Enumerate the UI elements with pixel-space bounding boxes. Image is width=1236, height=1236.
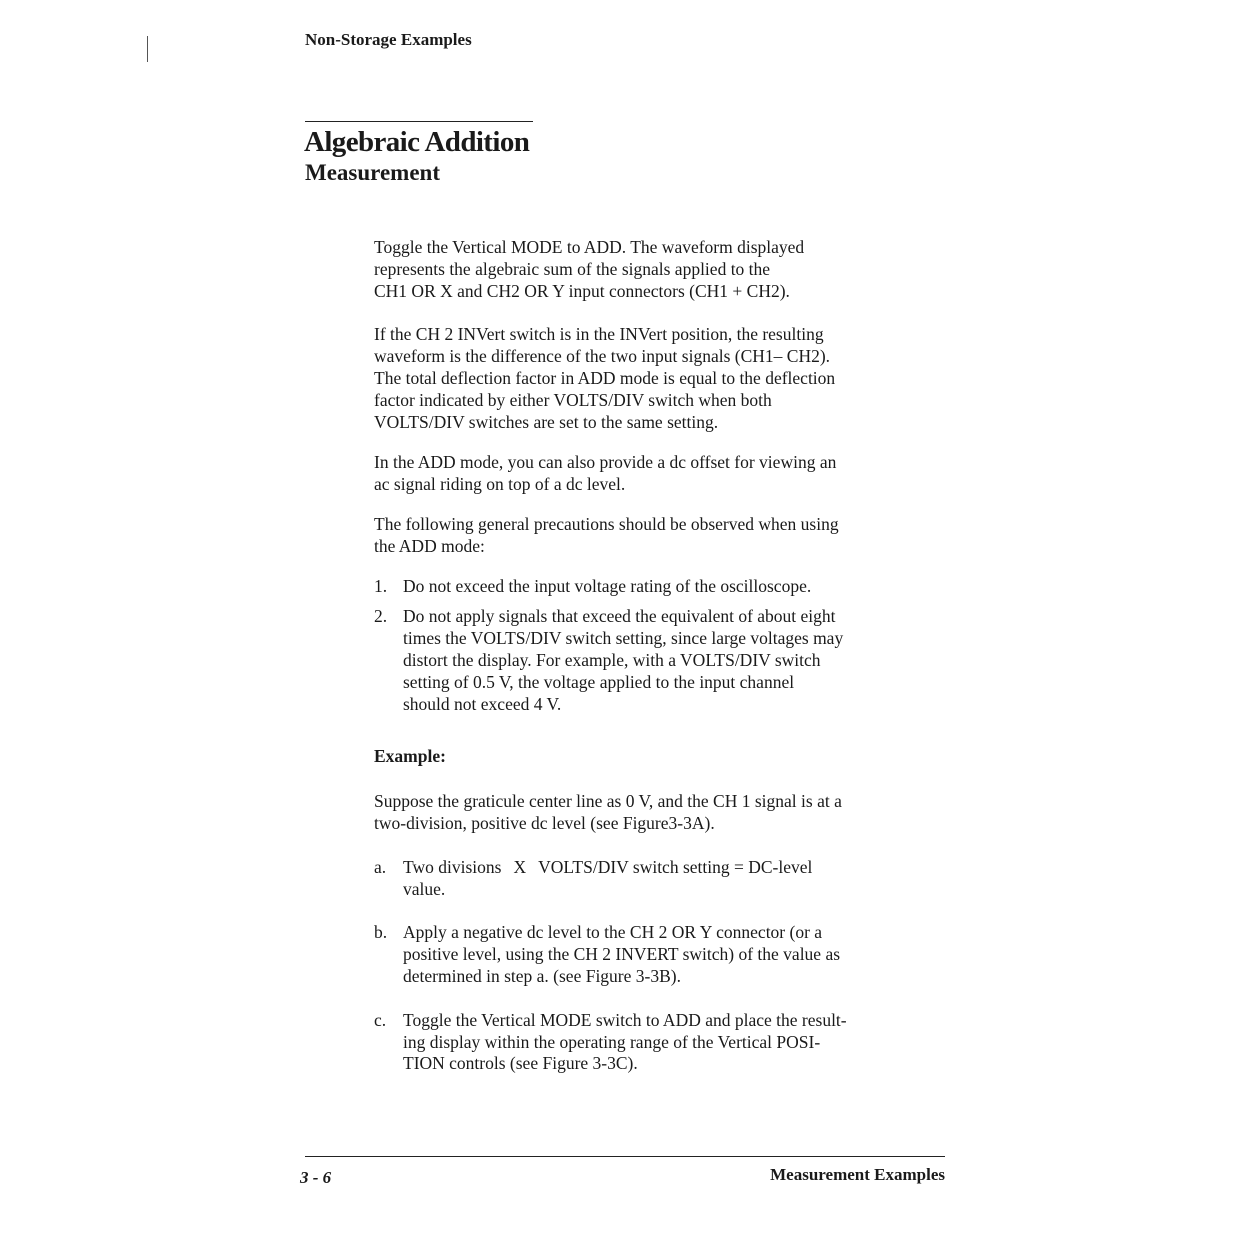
paragraph-precautions-intro bbox=[374, 514, 954, 558]
text-line: VOLTS/DIV switches are set to the same setting. bbox=[374, 411, 719, 432]
title-rule bbox=[305, 121, 533, 122]
text-line: should not exceed 4 V. bbox=[403, 693, 562, 714]
text-line: two-division, positive dc level (see Figure3-3A). bbox=[374, 812, 715, 833]
text-line: TION controls (see Figure 3-3C). bbox=[403, 1053, 638, 1074]
text-line: Do not apply signals that exceed the equivalent of about eight bbox=[403, 606, 836, 627]
text-line: factor indicated by either VOLTS/DIV switch when both bbox=[374, 389, 772, 410]
list-item bbox=[374, 606, 954, 715]
text-line: Apply a negative dc level to the CH 2 OR Y connector (or a bbox=[403, 922, 823, 943]
paragraph-example-intro bbox=[374, 791, 954, 835]
text-line: ac signal riding on top of a dc level. bbox=[374, 474, 626, 495]
body-text bbox=[374, 237, 954, 1075]
footer-title: Measurement Examples bbox=[770, 1165, 945, 1184]
text-line: Toggle the Vertical MODE switch to ADD and place the result- bbox=[403, 1009, 847, 1030]
list-item bbox=[374, 922, 954, 987]
text-line: determined in step a. (see Figure 3-3B). bbox=[403, 965, 681, 986]
text-line bbox=[403, 857, 954, 879]
list-item bbox=[374, 576, 954, 598]
list-marker: b. bbox=[374, 922, 388, 943]
text-line: The total deflection factor in ADD mode is equal to the deflection bbox=[374, 367, 836, 388]
margin-change-bar bbox=[147, 36, 148, 62]
text-line: positive level, using the CH 2 INVERT switch) of the value as bbox=[403, 944, 841, 965]
list-marker: c. bbox=[374, 1009, 387, 1030]
text-line: waveform is the difference of the two input signals (CH1– CH2). bbox=[374, 346, 831, 367]
text-line: Toggle the Vertical MODE to ADD. The waveform displayed bbox=[374, 237, 805, 257]
text-part: VOLTS/DIV switch setting = DC-level bbox=[538, 856, 813, 877]
list-marker: 2. bbox=[374, 606, 388, 627]
list-marker: a. bbox=[374, 856, 387, 877]
list-item bbox=[374, 1010, 954, 1075]
page-number: 3 - 6 bbox=[300, 1168, 332, 1187]
text-line: If the CH 2 INVert switch is in the INVert position, the resulting bbox=[374, 324, 824, 345]
list-item bbox=[374, 857, 954, 901]
paragraph-dc-offset bbox=[374, 452, 954, 496]
text-line: Suppose the graticule center line as 0 V, and the CH 1 signal is at a bbox=[374, 791, 842, 812]
text-line: represents the algebraic sum of the signals applied to the bbox=[374, 258, 771, 279]
text-line: setting of 0.5 V, the voltage applied to the input channel bbox=[403, 671, 795, 692]
text-line: value. bbox=[403, 878, 446, 899]
footer-rule bbox=[305, 1156, 945, 1157]
text-line: The following general precautions should be observed when using bbox=[374, 513, 839, 534]
text-line: the ADD mode: bbox=[374, 535, 485, 556]
text-line: Do not exceed the input voltage rating of the oscilloscope. bbox=[403, 575, 812, 596]
text-line: CH1 OR X and CH2 OR Y input connectors (CH1 + CH2). bbox=[374, 280, 790, 301]
paragraph-add-mode bbox=[374, 237, 954, 302]
section-subtitle: Measurement bbox=[305, 160, 440, 185]
precautions-list bbox=[374, 576, 954, 716]
text-line: ing display within the operating range of the Vertical POSI- bbox=[403, 1031, 821, 1052]
section-title: Algebraic Addition bbox=[304, 126, 530, 158]
text-part: X bbox=[513, 856, 527, 877]
example-steps-list bbox=[374, 857, 954, 1075]
list-marker: 1. bbox=[374, 575, 388, 596]
text-part: Two divisions bbox=[403, 856, 502, 877]
text-line: times the VOLTS/DIV switch setting, since large voltages may bbox=[403, 628, 844, 649]
text-line: distort the display. For example, with a VOLTS/DIV switch bbox=[403, 649, 821, 670]
running-head: Non-Storage Examples bbox=[305, 30, 472, 49]
paragraph-invert bbox=[374, 324, 954, 433]
text-line: In the ADD mode, you can also provide a dc offset for viewing an bbox=[374, 452, 837, 473]
example-heading: Example: bbox=[374, 746, 446, 767]
